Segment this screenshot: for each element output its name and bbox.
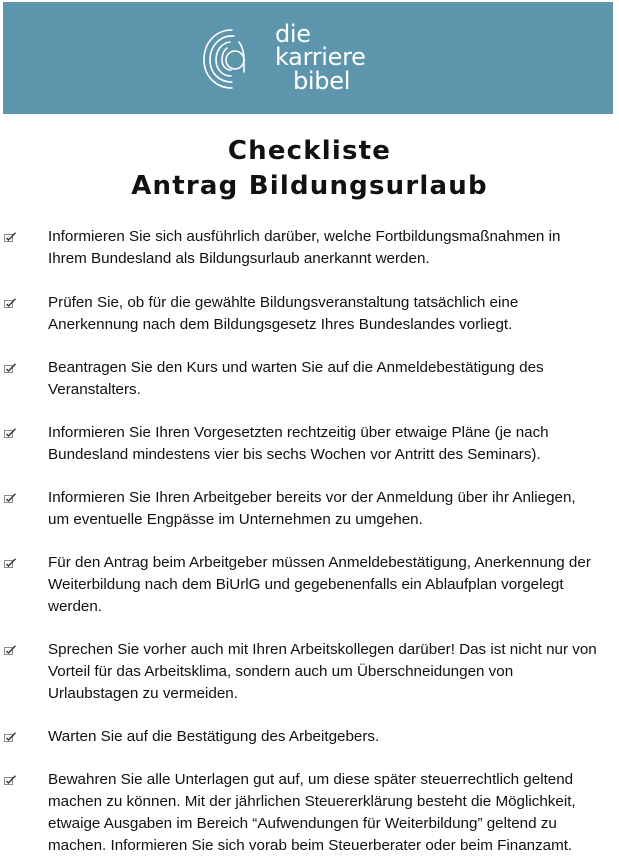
list-item-text: Warten Sie auf die Bestätigung des Arbeitgebers. — [48, 728, 380, 745]
list-item — [0, 487, 619, 552]
checkbox-checked-icon — [4, 645, 17, 655]
list-item — [0, 769, 619, 857]
list-item — [0, 226, 619, 292]
list-item — [0, 726, 619, 769]
checkbox-checked-icon — [4, 363, 17, 373]
list-item-text: Informieren Sie Ihren Arbeitgeber bereits vor der Anmeldung über ihr Anliegen, um eventuelle Engpässe im Unternehmen zu umgehen. — [48, 489, 576, 528]
checkbox-checked-icon — [4, 558, 17, 568]
document-title — [0, 134, 619, 204]
brand-wordmark — [275, 22, 366, 93]
list-item-text: Beantragen Sie den Kurs und warten Sie auf die Anmeldebestätigung des Veranstalters. — [48, 359, 544, 398]
header-banner — [3, 2, 613, 114]
checkbox-checked-icon — [4, 232, 17, 242]
brand-line-2: karriere — [275, 43, 366, 71]
checkbox-checked-icon — [4, 493, 17, 503]
list-item — [0, 639, 619, 726]
list-item — [0, 422, 619, 487]
karrierebibel-logo-icon — [197, 24, 267, 94]
checkbox-checked-icon — [4, 732, 17, 742]
list-item-text: Prüfen Sie, ob für die gewählte Bildungsveranstaltung tatsächlich eine Anerkennung nach dem Bildungsgesetz Ihres Bundeslandes vorliegt. — [48, 294, 519, 333]
checkbox-checked-icon — [4, 428, 17, 438]
title-line-2: Antrag Bildungsurlaub — [131, 171, 488, 201]
list-item — [0, 552, 619, 639]
checklist — [0, 226, 619, 857]
list-item-text: Bewahren Sie alle Unterlagen gut auf, um diese später steuerrechtlich geltend machen zu können. Mit der jährlichen Steuererklärung besteht die Möglichkeit, etwaige Ausgaben im Bereich “Aufwendungen für Weiterbildung” geltend zu machen. Informieren Sie sich vorab beim Steuerberater oder beim Finanzamt. — [48, 771, 576, 854]
list-item-text: Informieren Sie Ihren Vorgesetzten rechtzeitig über etwaige Pläne (je nach Bundesland mindestens vier bis sechs Wochen vor Antritt des Seminars). — [48, 424, 549, 463]
list-item-text: Informieren Sie sich ausführlich darüber, welche Fortbildungsmaßnahmen in Ihrem Bundesland als Bildungsurlaub anerkannt werden. — [48, 228, 561, 267]
list-item — [0, 292, 619, 357]
list-item-text: Für den Antrag beim Arbeitgeber müssen Anmeldebestätigung, Anerkennung der Weiterbildung nach dem BiUrlG und gegebenenfalls ein Ablaufplan vorgelegt werden. — [48, 554, 591, 615]
title-line-1: Checkliste — [227, 136, 392, 166]
checkbox-checked-icon — [4, 298, 17, 308]
checkbox-checked-icon — [4, 775, 17, 785]
list-item — [0, 357, 619, 422]
brand-line-3: bibel — [293, 67, 351, 95]
brand-line-1: die — [275, 20, 311, 48]
list-item-text: Sprechen Sie vorher auch mit Ihren Arbeitskollegen darüber! Das ist nicht nur von Vorteil für das Arbeitsklima, sondern auch um Überschneidungen von Urlaubstagen zu vermeiden. — [48, 641, 597, 702]
